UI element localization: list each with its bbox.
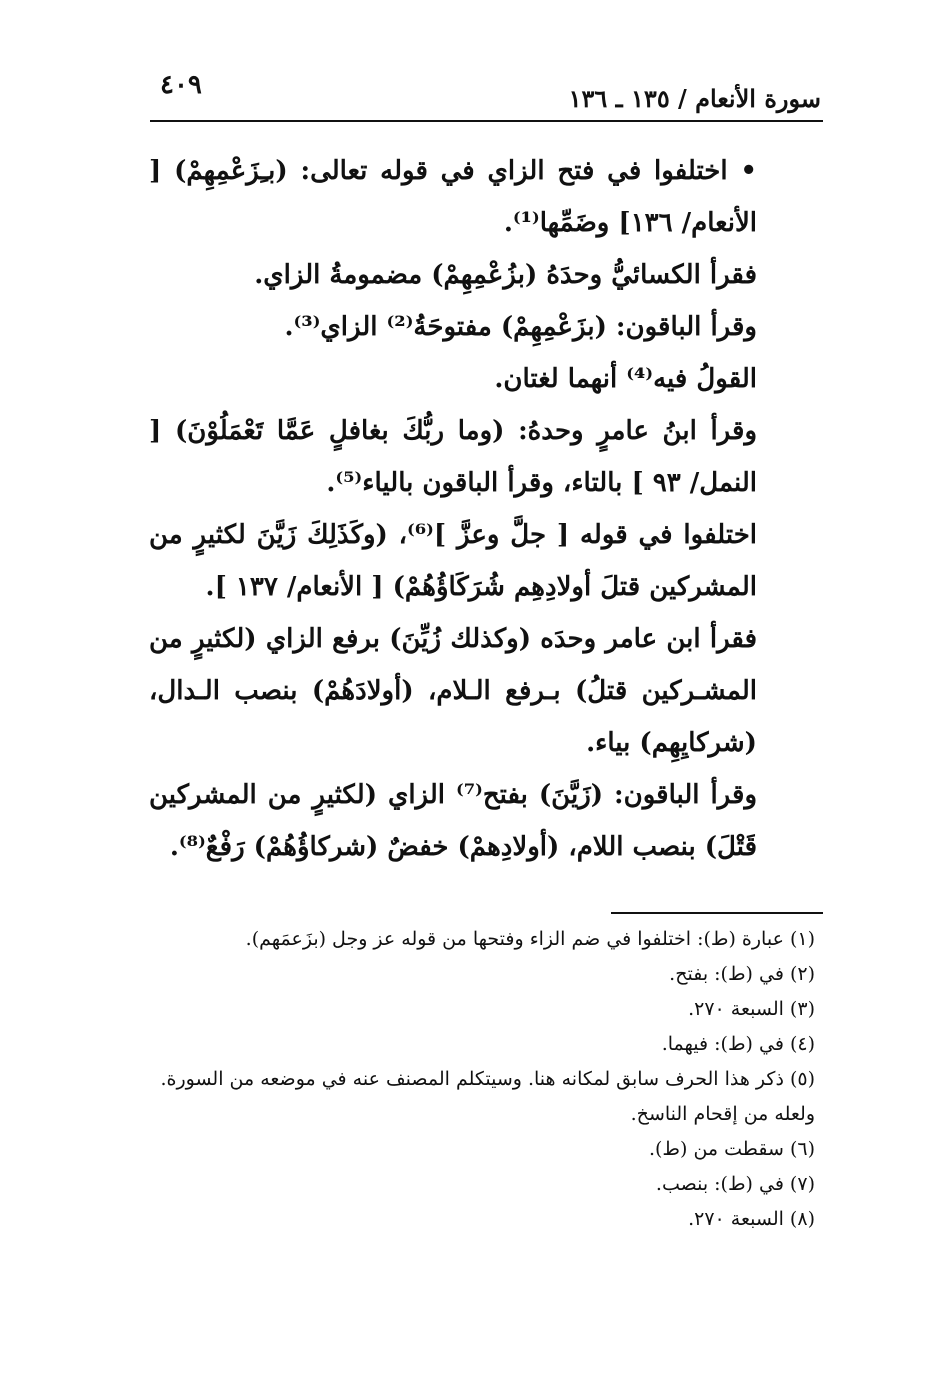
paragraph-others-zayyana: وقرأ الباقون: (زَيَّنَ) بفتح⁽⁷⁾ الزاي (لكثيرٍ من المشركين قَتْلَ) بنصب اللام، (أولادِهمْ) خفضٌ (شركاؤُهُمْ) رَفْعٌ⁽⁸⁾. [149, 780, 758, 862]
footnote-2: (٢) في (ط): بفتح. [669, 963, 815, 985]
paragraph-ibn-amir-zuyyina: فقرأ ابن عامر وحدَه (وكذلك زُيِّنَ) برفع الزاي (لكثيرٍ من المشـركين قتلُ) بـرفع الـلام، (أولادَهُمْ) بنصب الـدال، (شركايِهِم) بياء. [149, 624, 757, 758]
footnote-5: (٥) ذكر هذا الحرف سابق لمكانه هنا. وسيتكلم المصنف عنه في موضعه من السورة. ولعله من إقحام الناسخ. [160, 1068, 815, 1125]
footnotes [135, 922, 815, 1237]
footnote-6: (٦) سقطت من (ط). [648, 1138, 815, 1160]
page-number: ٤٠٩ [160, 70, 202, 100]
paragraph-ibn-amir-tamalun: وقرأ ابنُ عامرٍ وحدهُ: (وما ربُّكَ بغافلٍ عَمَّا تَعْمَلُوْنَ) [ النمل/ ٩٣ ] بالتاء، وقرأ الباقون بالياء⁽⁵⁾. [149, 416, 757, 498]
footnote-1: (١) عبارة (ط): اختلفوا في ضم الزاء وفتحها من قوله عز وجل (بزَعمَهم). [245, 928, 815, 950]
paragraph-bizamihim-dispute: • اختلفوا في فتح الزاي في قوله تعالى: (بـِزَعْمِهِمْ) [ الأنعام/ ١٣٦] وضَمِّها⁽¹⁾. [149, 156, 757, 238]
paragraph-zayyana-dispute: اختلفوا في قوله [ جلَّ وعزَّ ]⁽⁶⁾، (وكَذَلِكَ زَيَّنَ لكثيرٍ من المشركين قتلَ أولادِهِم شُرَكَاؤُهُمْ) [ الأنعام/ ١٣٧ ]. [149, 520, 757, 602]
footnote-3: (٣) السبعة ٢٧٠. [688, 998, 815, 1020]
footnote-rule [611, 912, 823, 914]
paragraph-two-dialects: القولُ فيه⁽⁴⁾ أنهما لغتان. [494, 364, 757, 394]
footnote-8: (٨) السبعة ٢٧٠. [688, 1208, 815, 1230]
main-text [149, 145, 821, 873]
paragraph-others-reading: وقرأ الباقون: (بزَعْمِهِمْ) مفتوحَةُ⁽²⁾ الزاي⁽³⁾. [284, 312, 757, 342]
running-title: سورة الأنعام / ١٣٥ ـ ١٣٦ [568, 84, 821, 113]
header-rule [150, 120, 823, 122]
footnote-7: (٧) في (ط): بنصب. [655, 1173, 815, 1195]
footnote-4: (٤) في (ط): فيهما. [661, 1033, 815, 1055]
paragraph-kisai-reading: فقرأ الكسائيُّ وحدَهُ (بزُعْمِهِمْ) مضمومةُ الزاي. [254, 260, 757, 290]
